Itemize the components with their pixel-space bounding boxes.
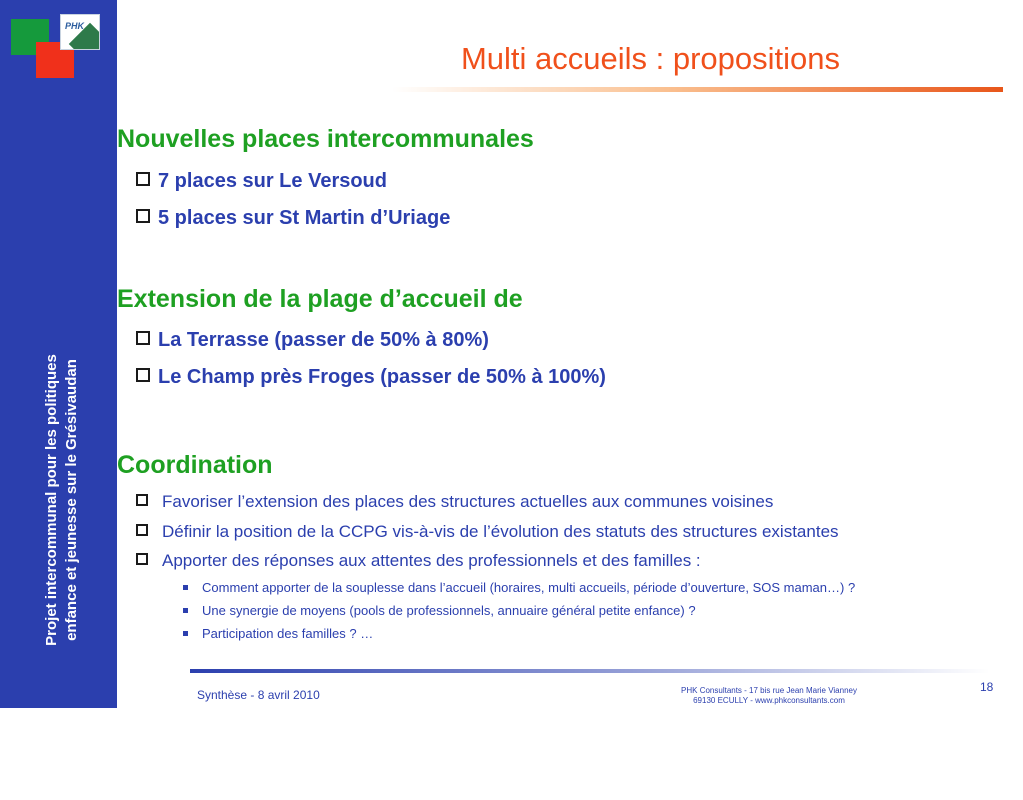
checkbox-bullet-icon — [136, 494, 148, 506]
list-item: Favoriser l’extension des places des structures actuelles aux communes voisines — [136, 492, 773, 512]
footer-address — [645, 686, 893, 706]
small-square-bullet-icon — [183, 631, 188, 636]
footer-address-line-1: PHK Consultants - 17 bis rue Jean Marie Vianney — [681, 686, 857, 695]
title-underline — [392, 87, 1003, 92]
list-item: La Terrasse (passer de 50% à 80%) — [136, 329, 489, 352]
list-item: Le Champ près Froges (passer de 50% à 100%) — [136, 366, 606, 389]
checkbox-bullet-icon — [136, 368, 150, 382]
square-bullet-icon — [90, 291, 103, 304]
sub-list-item: Une synergie de moyens (pools de professionnels, annuaire général petite enfance) ? — [183, 603, 696, 618]
footer-address-line-2: 69130 ECULLY - www.phkconsultants.com — [693, 696, 845, 705]
checkbox-bullet-icon — [136, 553, 148, 565]
sub-list-item: Comment apporter de la souplesse dans l’accueil (horaires, multi accueils, période d’ouverture, SOS maman…) ? — [183, 580, 855, 595]
checkbox-bullet-icon — [136, 172, 150, 186]
sub-list-item: Participation des familles ? … — [183, 626, 373, 641]
checkbox-bullet-icon — [136, 524, 148, 536]
sidebar-title-line-2: enfance et jeunesse sur le Grésivaudan — [63, 359, 80, 641]
footer-rule — [190, 669, 990, 673]
page-number: 18 — [980, 680, 994, 694]
slide-title: Multi accueils : propositions — [460, 41, 840, 76]
list-item: 7 places sur Le Versoud — [136, 170, 387, 193]
small-square-bullet-icon — [183, 608, 188, 613]
section-heading-coordination: Coordination — [90, 451, 273, 480]
list-item: 5 places sur St Martin d’Uriage — [136, 207, 450, 230]
footer-date: Synthèse - 8 avril 2010 — [197, 688, 320, 702]
sidebar — [0, 0, 117, 708]
phk-logo — [60, 14, 100, 50]
section-heading-nouvelles-places: Nouvelles places intercommunales — [90, 125, 534, 154]
small-square-bullet-icon — [183, 585, 188, 590]
square-bullet-icon — [90, 131, 103, 144]
list-item: Définir la position de la CCPG vis-à-vis de l’évolution des statuts des structures existantes — [136, 522, 839, 542]
sidebar-title-line-1: Projet intercommunal pour les politiques — [43, 354, 60, 646]
sidebar-project-title — [42, 200, 82, 800]
logo-text: PHK — [65, 21, 85, 31]
section-heading-extension: Extension de la plage d’accueil de — [90, 285, 523, 314]
checkbox-bullet-icon — [136, 209, 150, 223]
checkbox-bullet-icon — [136, 331, 150, 345]
square-bullet-icon — [90, 457, 103, 470]
list-item: Apporter des réponses aux attentes des professionnels et des familles : — [136, 551, 701, 571]
